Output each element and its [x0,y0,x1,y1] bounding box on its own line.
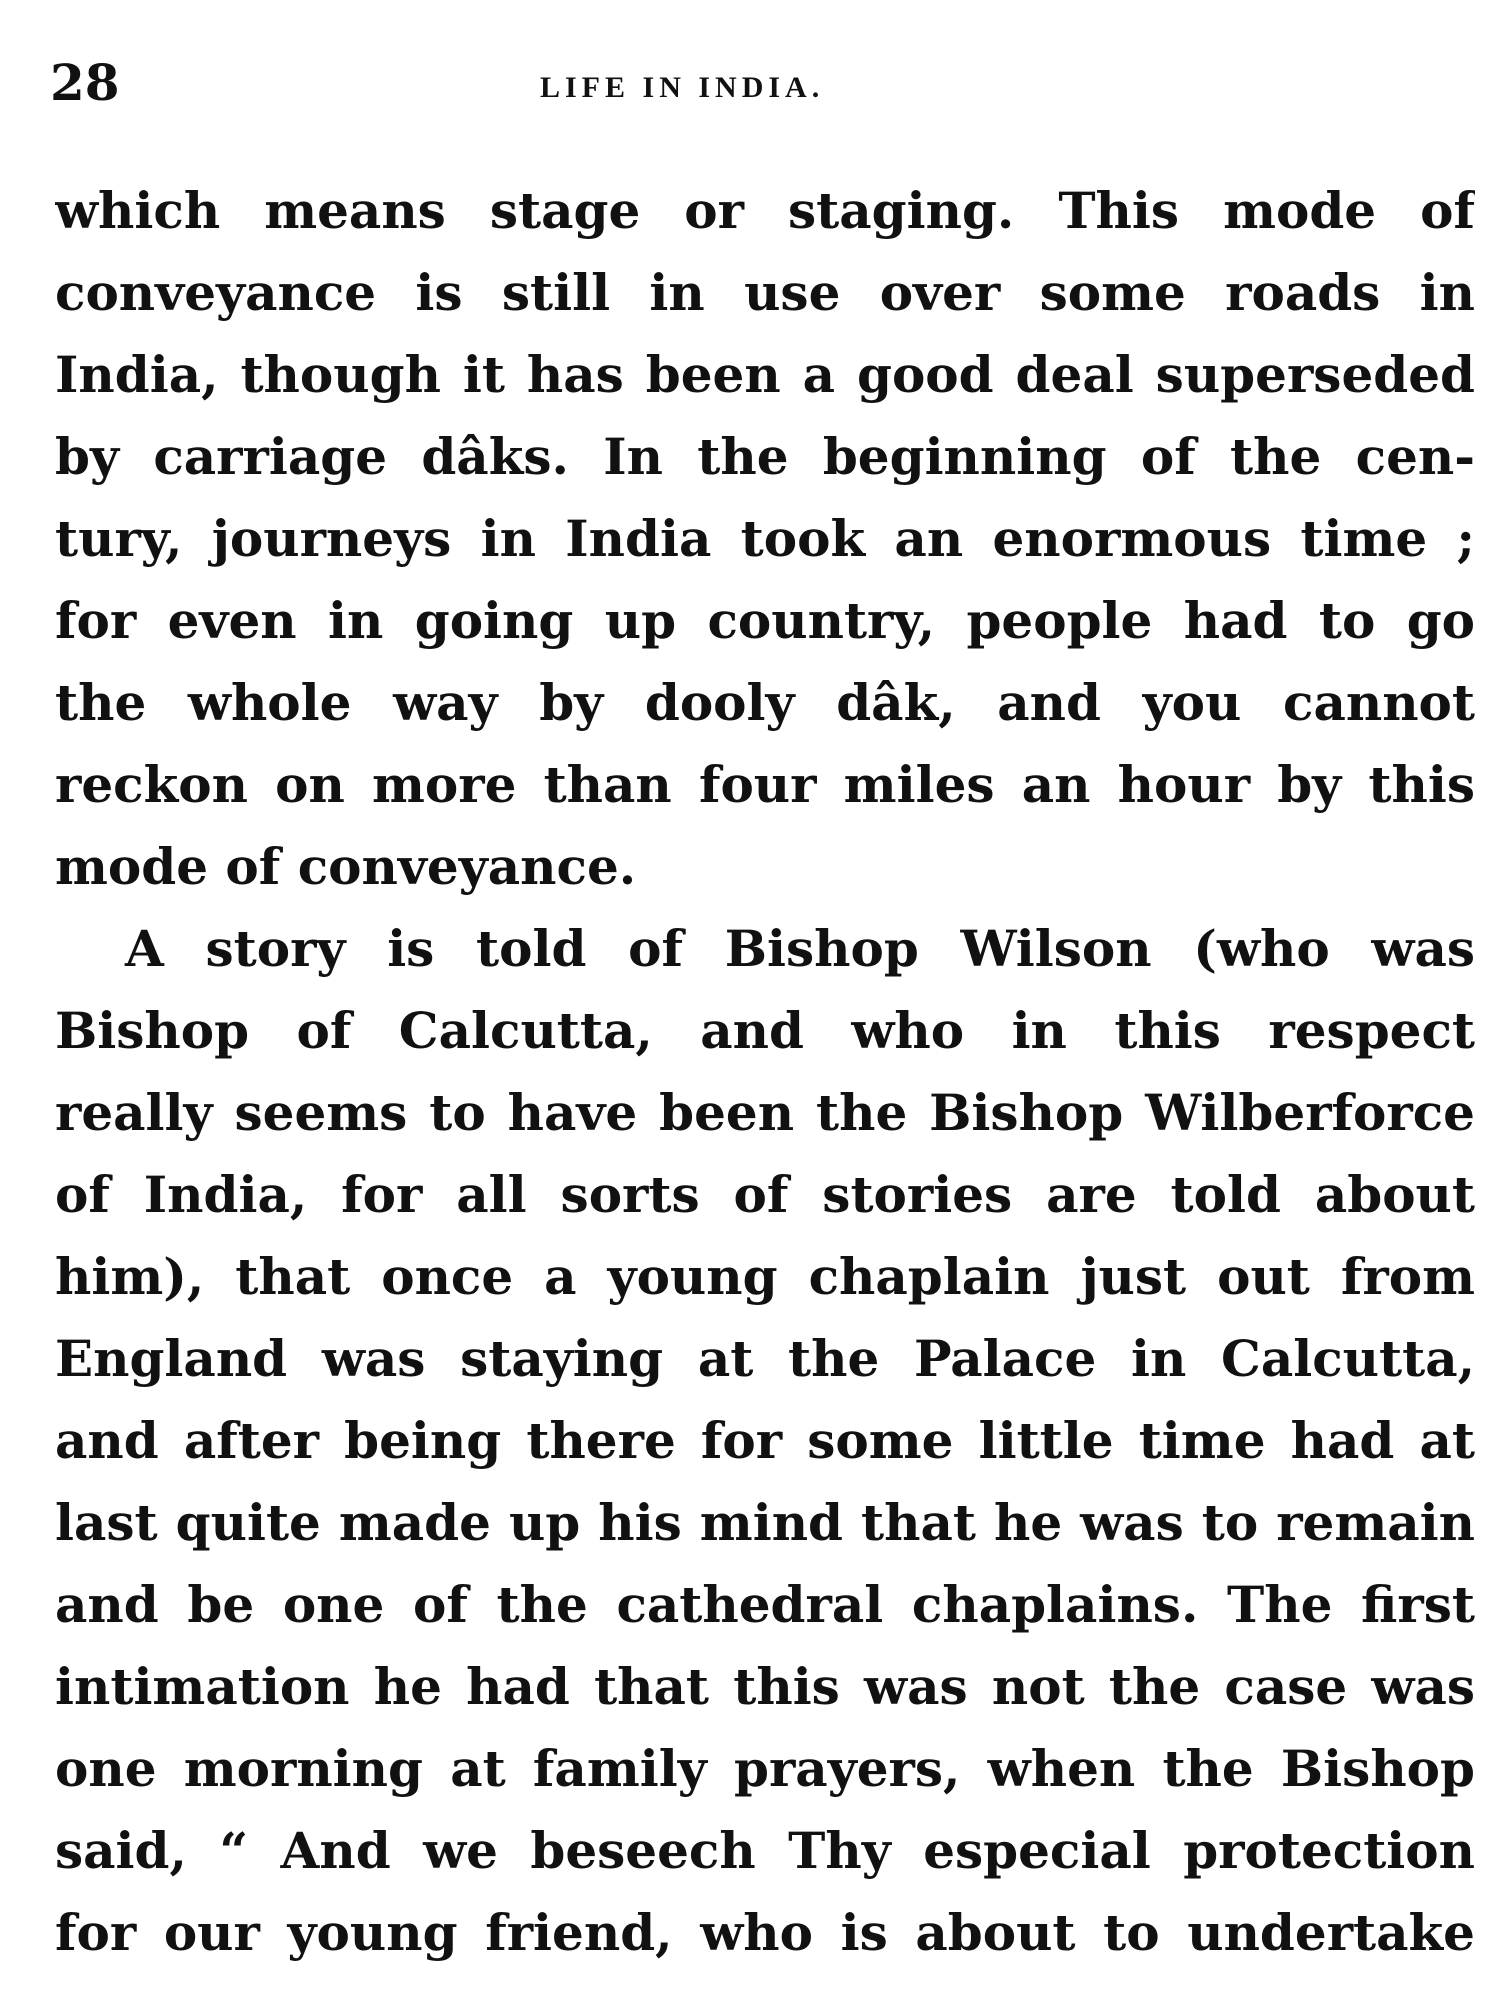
text-line: Bishop of Calcutta, and who in this respect [55,1001,1475,1060]
text-line: last quite made up his mind that he was to remain [55,1493,1475,1552]
text-line: reckon on more than four miles an hour by this [55,755,1475,814]
running-title: LIFE IN INDIA. [540,71,825,104]
text-line: the whole way by dooly dâk, and you cannot [55,673,1475,732]
page-header [50,48,1470,118]
text-line: and after being there for some little time had at [55,1411,1475,1470]
text-line: really seems to have been the Bishop Wilberforce [55,1083,1475,1142]
text-line: mode of conveyance. [55,837,637,896]
text-line: of India, for all sorts of stories are told about [55,1165,1475,1224]
text-line: tury, journeys in India took an enormous time ; [55,509,1475,568]
text-line: one morning at family prayers, when the Bishop [55,1739,1475,1798]
page-number: 28 [50,53,120,112]
text-line: which means stage or staging. This mode of [55,181,1475,240]
text-line: by carriage dâks. In the beginning of the cen- [55,427,1475,486]
text-line: conveyance is still in use over some roads in [55,263,1475,322]
text-line: said, “ And we beseech Thy especial protection [55,1821,1475,1880]
text-line: him), that once a young chaplain just out from [55,1247,1475,1306]
text-line: A story is told of Bishop Wilson (who was [125,919,1475,978]
paragraph [55,908,1475,1974]
body-text [55,170,1475,1974]
text-line: for our young friend, who is about to undertake [55,1903,1475,1962]
text-line: for even in going up country, people had to go [55,591,1475,650]
text-line: intimation he had that this was not the case was [55,1657,1475,1716]
text-line: India, though it has been a good deal superseded [55,345,1475,404]
text-line: and be one of the cathedral chaplains. The first [55,1575,1475,1634]
text-line: England was staying at the Palace in Calcutta, [55,1329,1475,1388]
paragraph [55,170,1475,908]
